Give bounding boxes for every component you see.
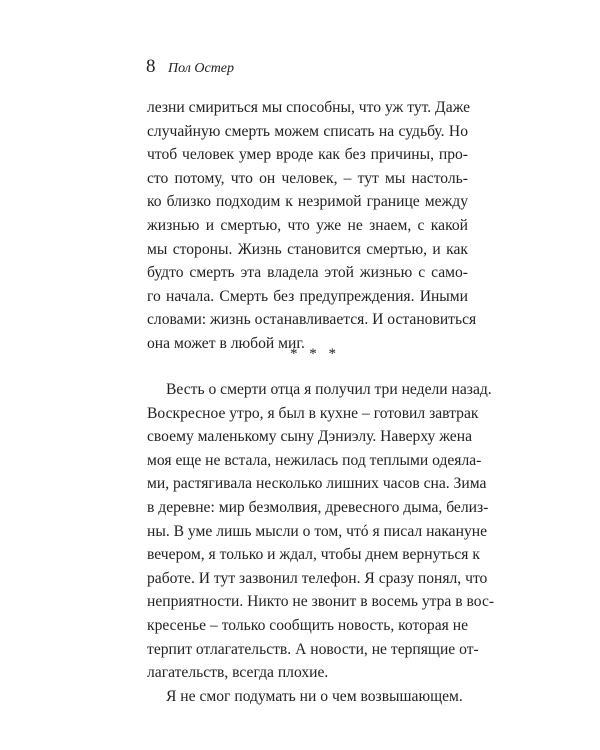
text-line: чтоб человек умер вроде как без причины, про-	[147, 146, 468, 164]
text-line: ми, растягивала несколько лишних часов сна. Зима	[147, 475, 487, 493]
text-line: Весть о смерти отца я получил три недели назад.	[166, 381, 492, 398]
text-line: случайную смерть можем списать на судьбу. Но	[147, 122, 468, 140]
text-line: ны. В уме лишь мысли о том, чтó я писал накануне	[147, 522, 488, 540]
text-line: Воскресное утро, я был в кухне – готовил завтрак	[147, 404, 479, 422]
text-line: ко близко подходим к незримой границе между	[147, 193, 468, 211]
paragraph-1	[147, 96, 477, 356]
text-line: мы стороны. Жизнь становится смертью, и как	[147, 240, 468, 258]
text-line: в деревне: мир безмолвия, древесного дыма, белиз-	[147, 498, 489, 516]
page-header	[146, 56, 234, 78]
text-line: сто потому, что он человек, – тут мы настоль-	[147, 169, 468, 187]
text-line: она может в любой миг.	[147, 334, 305, 352]
paragraph-2	[147, 378, 495, 708]
section-separator: * * *	[290, 346, 340, 362]
text-line: работе. И тут зазвонил телефон. Я сразу понял, что	[147, 569, 488, 587]
text-line: терпит отлагательств. А новости, не терпящие от-	[147, 640, 479, 658]
text-line: неприятности. Никто не звонит в восемь утра в вос-	[147, 593, 495, 611]
text-line: своему маленькому сыну Дэниэлу. Наверху жена	[147, 428, 472, 446]
page-number: 8	[146, 56, 156, 77]
text-line: моя еще не встала, нежилась под теплыми одеяла-	[147, 451, 482, 469]
text-line: лезни смириться мы способны, что уж тут. Даже	[147, 99, 471, 116]
text-line: будто смерть эта владела этой жизнью с само-	[147, 264, 468, 282]
text-line: словами: жизнь останавливается. И остановиться	[147, 311, 477, 329]
running-head: Пол Остер	[168, 61, 235, 76]
text-line: Я не смог подумать ни о чем возвышающем.	[166, 687, 463, 705]
text-line: лагательств, всегда плохие.	[147, 664, 329, 682]
text-line: го начала. Смерть без предупреждения. Иными	[147, 287, 468, 305]
text-line: кресенье – только сообщить новость, которая не	[147, 616, 468, 634]
text-line: жизнью и смертью, что уже не знаем, с какой	[147, 216, 468, 234]
text-line: вечером, я только и ждал, чтобы днем вернуться к	[147, 546, 480, 564]
